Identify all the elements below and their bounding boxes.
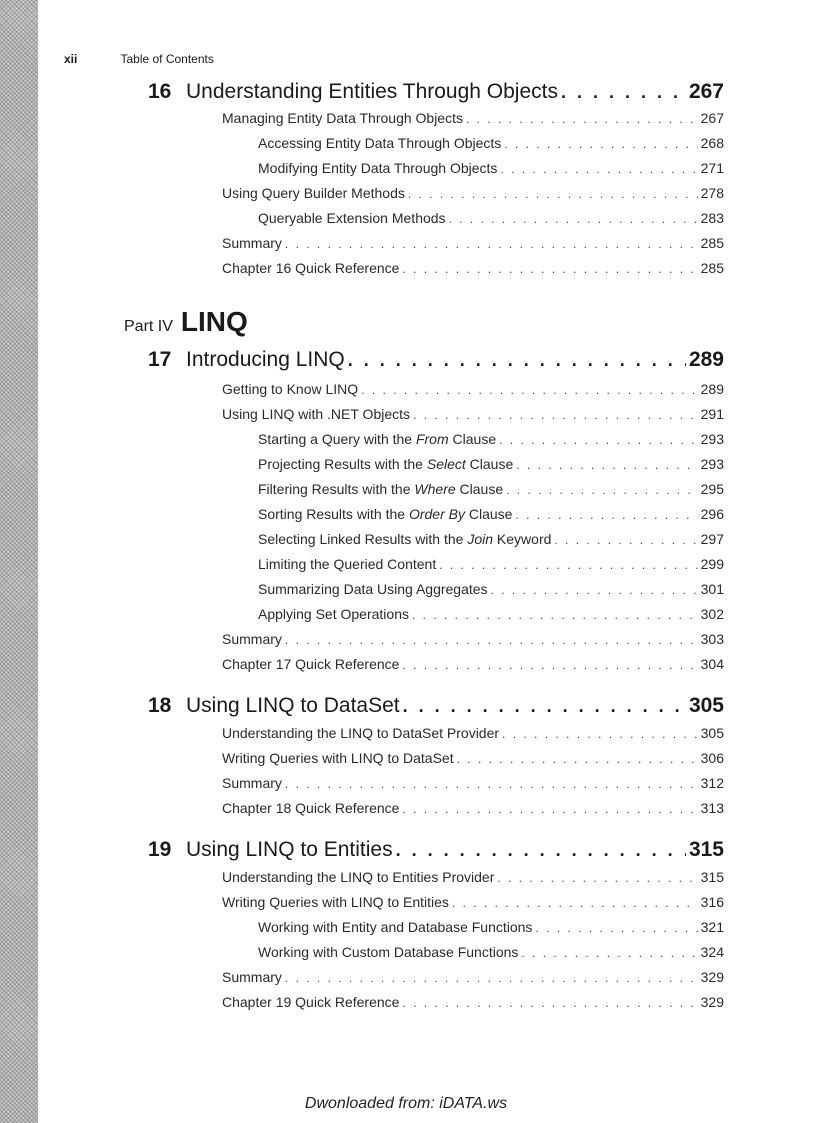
- dot-leader: [402, 996, 697, 1010]
- entry-title: Chapter 18 Quick Reference: [222, 800, 400, 816]
- dot-leader: [457, 752, 698, 766]
- toc-entry[interactable]: [258, 606, 724, 622]
- entry-page: 291: [700, 406, 724, 422]
- running-head: [64, 50, 214, 68]
- chapter-number: 18: [148, 694, 172, 717]
- entry-title: Understanding the LINQ to DataSet Provider: [222, 725, 500, 741]
- entry-page: 313: [700, 800, 724, 816]
- entry-page: 329: [700, 994, 724, 1010]
- chapter-number: 19: [148, 838, 172, 861]
- entry-title: Summary: [222, 969, 282, 985]
- chapter-title: Using LINQ to DataSet: [186, 694, 400, 717]
- toc-entry[interactable]: [258, 456, 724, 472]
- entry-page: 302: [700, 606, 724, 622]
- entry-title: Modifying Entity Data Through Objects: [258, 160, 498, 176]
- entry-page: 305: [700, 725, 724, 741]
- entry-title: Using Query Builder Methods: [222, 185, 405, 201]
- entry-page: 285: [700, 235, 724, 251]
- entry-page: 306: [700, 750, 724, 766]
- dot-leader: [499, 433, 698, 447]
- entry-page: 329: [700, 969, 724, 985]
- entry-page: 267: [700, 110, 724, 126]
- dot-leader: [504, 137, 697, 151]
- entry-page: 289: [700, 381, 724, 397]
- entry-title: Limiting the Queried Content: [258, 556, 437, 572]
- chapter-title: Understanding Entities Through Objects: [186, 80, 558, 103]
- dot-leader: [561, 82, 686, 103]
- entry-page: 285: [700, 260, 724, 276]
- toc-chapter-19[interactable]: [148, 838, 724, 862]
- toc-entry[interactable]: [222, 994, 724, 1010]
- entry-page: 299: [700, 556, 724, 572]
- chapter-page: 315: [688, 838, 724, 861]
- entry-title: Accessing Entity Data Through Objects: [258, 135, 502, 151]
- entry-title: Writing Queries with LINQ to DataSet: [222, 750, 454, 766]
- dot-leader: [402, 658, 697, 672]
- toc-entry[interactable]: [222, 800, 724, 816]
- toc-entry[interactable]: [258, 506, 724, 522]
- dot-leader: [497, 871, 697, 885]
- chapter-page: 289: [688, 348, 724, 371]
- toc-entry[interactable]: [222, 381, 724, 397]
- chapter-page: 305: [688, 694, 724, 717]
- dot-leader: [506, 483, 698, 497]
- toc-entry[interactable]: [222, 869, 724, 885]
- entry-title: Summary: [222, 631, 282, 647]
- download-watermark: [0, 1095, 816, 1113]
- entry-page: 304: [700, 656, 724, 672]
- scanned-binding-edge: [0, 0, 38, 1123]
- entry-page: 324: [700, 944, 724, 960]
- part-heading: [124, 306, 248, 340]
- dot-leader: [491, 583, 698, 597]
- entry-page: 301: [700, 581, 724, 597]
- dot-leader: [500, 162, 697, 176]
- toc-entry[interactable]: [222, 406, 724, 422]
- dot-leader: [554, 533, 697, 547]
- toc-chapter-18[interactable]: [148, 694, 724, 718]
- toc-entry[interactable]: [222, 725, 724, 741]
- entry-title: Chapter 19 Quick Reference: [222, 994, 400, 1010]
- entry-page: 315: [700, 869, 724, 885]
- entry-page: 303: [700, 631, 724, 647]
- entry-page: 278: [700, 185, 724, 201]
- dot-leader: [449, 212, 698, 226]
- dot-leader: [535, 921, 697, 935]
- entry-title: Summary: [222, 775, 282, 791]
- dot-leader: [348, 350, 686, 371]
- toc-entry[interactable]: [258, 531, 724, 547]
- dot-leader: [521, 946, 697, 960]
- entry-page: 283: [700, 210, 724, 226]
- chapter-page: 267: [688, 80, 724, 103]
- dot-leader: [466, 112, 698, 126]
- entry-page: 293: [700, 456, 724, 472]
- chapter-number: 17: [148, 348, 172, 371]
- toc-entry[interactable]: [222, 260, 724, 276]
- entry-title: Applying Set Operations: [258, 606, 409, 622]
- entry-title: Summarizing Data Using Aggregates: [258, 581, 488, 597]
- toc-entry[interactable]: [258, 919, 724, 935]
- toc-entry[interactable]: [222, 235, 724, 251]
- toc-entry[interactable]: [258, 431, 724, 447]
- dot-leader: [285, 971, 698, 985]
- entry-title: Projecting Results with the Select Clause: [258, 456, 514, 472]
- entry-title: Understanding the LINQ to Entities Provider: [222, 869, 495, 885]
- running-head-title: Table of Contents: [120, 52, 214, 66]
- dot-leader: [439, 558, 697, 572]
- entry-page: 271: [700, 160, 724, 176]
- dot-leader: [412, 608, 698, 622]
- entry-title: Managing Entity Data Through Objects: [222, 110, 463, 126]
- chapter-number: 16: [148, 80, 172, 103]
- toc-chapter-17[interactable]: [148, 348, 724, 372]
- dot-leader: [502, 727, 698, 741]
- entry-title: Working with Entity and Database Functions: [258, 919, 533, 935]
- entry-title: Getting to Know LINQ: [222, 381, 359, 397]
- entry-page: 316: [700, 894, 724, 910]
- dot-leader: [285, 777, 698, 791]
- entry-title: Working with Custom Database Functions: [258, 944, 519, 960]
- toc-entry[interactable]: [258, 160, 724, 176]
- toc-entry[interactable]: [258, 581, 724, 597]
- entry-title: Sorting Results with the Order By Clause: [258, 506, 513, 522]
- entry-title: Filtering Results with the Where Clause: [258, 481, 504, 497]
- entry-page: 312: [700, 775, 724, 791]
- toc-entry[interactable]: [222, 969, 724, 985]
- dot-leader: [402, 262, 697, 276]
- toc-chapter-16[interactable]: [148, 80, 724, 104]
- footer-text: Dwonloaded from: iDATA.ws: [304, 1095, 508, 1112]
- dot-leader: [396, 840, 686, 861]
- entry-title: Queryable Extension Methods: [258, 210, 446, 226]
- dot-leader: [403, 696, 686, 717]
- toc-entry[interactable]: [222, 185, 724, 201]
- dot-leader: [413, 408, 698, 422]
- toc-entry[interactable]: [222, 894, 724, 910]
- dot-leader: [285, 633, 698, 647]
- entry-title: Using LINQ with .NET Objects: [222, 406, 411, 422]
- toc-entry[interactable]: [222, 110, 724, 126]
- entry-title: Writing Queries with LINQ to Entities: [222, 894, 449, 910]
- entry-title: Chapter 16 Quick Reference: [222, 260, 400, 276]
- part-title: LINQ: [180, 306, 248, 337]
- toc-entry[interactable]: [258, 210, 724, 226]
- dot-leader: [452, 896, 698, 910]
- part-label: Part IV: [124, 318, 173, 335]
- toc-entry[interactable]: [258, 944, 724, 960]
- toc-entry[interactable]: [258, 481, 724, 497]
- entry-page: 268: [700, 135, 724, 151]
- toc-entry[interactable]: [258, 556, 724, 572]
- entry-page: 293: [700, 431, 724, 447]
- entry-title: Chapter 17 Quick Reference: [222, 656, 400, 672]
- dot-leader: [361, 383, 697, 397]
- entry-page: 296: [700, 506, 724, 522]
- entry-page: 297: [700, 531, 724, 547]
- toc-entry[interactable]: [222, 656, 724, 672]
- toc-entry[interactable]: [222, 775, 724, 791]
- dot-leader: [285, 237, 698, 251]
- page-number: xii: [64, 52, 78, 66]
- dot-leader: [402, 802, 697, 816]
- toc-entry[interactable]: [222, 631, 724, 647]
- entry-page: 295: [700, 481, 724, 497]
- entry-title: Selecting Linked Results with the Join Keyword: [258, 531, 552, 547]
- dot-leader: [408, 187, 698, 201]
- chapter-title: Using LINQ to Entities: [186, 838, 393, 861]
- toc-entry[interactable]: [222, 750, 724, 766]
- dot-leader: [515, 508, 697, 522]
- toc-entry[interactable]: [258, 135, 724, 151]
- chapter-title: Introducing LINQ: [186, 348, 345, 371]
- entry-page: 321: [700, 919, 724, 935]
- dot-leader: [516, 458, 697, 472]
- entry-title: Starting a Query with the From Clause: [258, 431, 497, 447]
- entry-title: Summary: [222, 235, 282, 251]
